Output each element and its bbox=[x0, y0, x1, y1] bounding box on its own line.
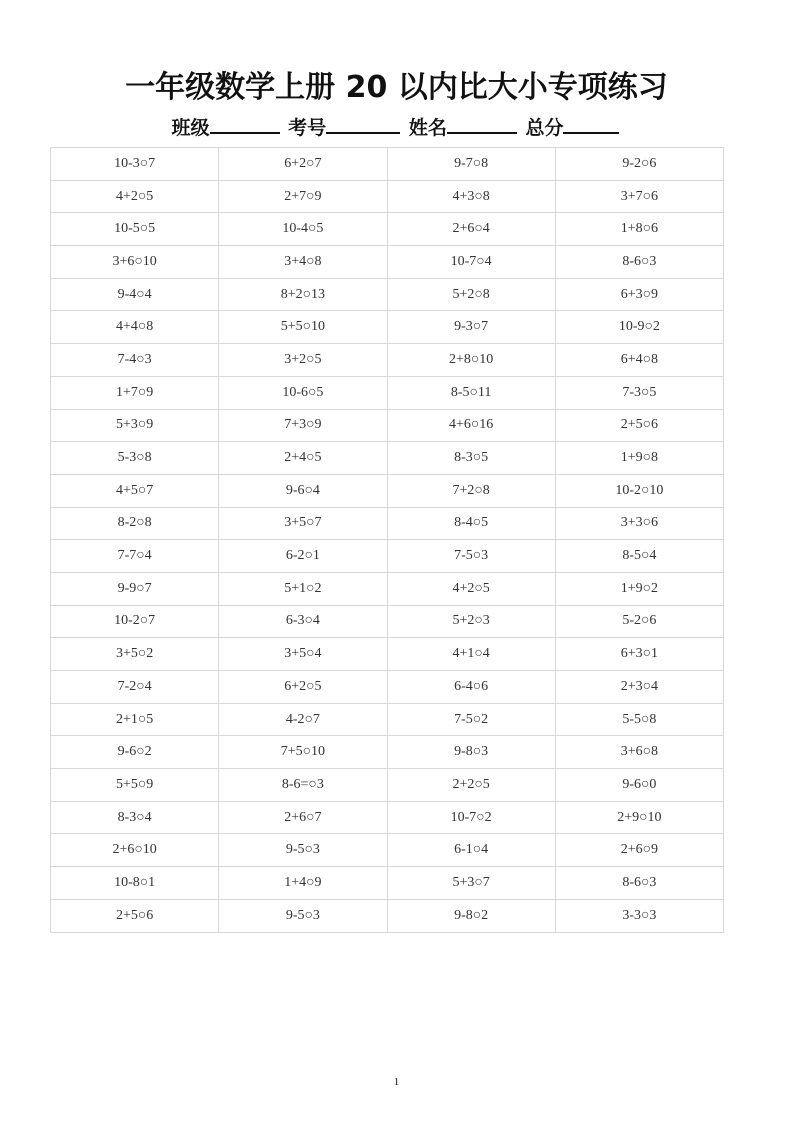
exercise-cell[interactable]: 1+8○6 bbox=[555, 213, 723, 246]
exercise-cell[interactable]: 6+3○1 bbox=[555, 638, 723, 671]
table-row bbox=[51, 638, 724, 671]
class-label: 班级 bbox=[171, 117, 210, 139]
exercise-cell[interactable]: 3+7○6 bbox=[555, 180, 723, 213]
exercise-cell[interactable]: 8-3○4 bbox=[51, 801, 219, 834]
exercise-cell[interactable]: 7-5○3 bbox=[387, 540, 555, 573]
table-row bbox=[51, 572, 724, 605]
exercise-cell[interactable]: 9-8○2 bbox=[387, 899, 555, 932]
exercise-cell[interactable]: 3+5○4 bbox=[219, 638, 387, 671]
table-row bbox=[51, 311, 724, 344]
exercise-cell[interactable]: 8+2○13 bbox=[219, 278, 387, 311]
exercise-cell[interactable]: 5+3○9 bbox=[51, 409, 219, 442]
exercise-cell[interactable]: 4+5○7 bbox=[51, 474, 219, 507]
student-info-line bbox=[0, 113, 793, 140]
exercise-cell[interactable]: 10-2○10 bbox=[555, 474, 723, 507]
exercise-cell[interactable]: 9-7○8 bbox=[387, 148, 555, 181]
exercise-cell[interactable]: 1+9○2 bbox=[555, 572, 723, 605]
exercise-cell[interactable]: 4+6○16 bbox=[387, 409, 555, 442]
exercise-cell[interactable]: 10-6○5 bbox=[219, 376, 387, 409]
table-row bbox=[51, 148, 724, 181]
exercise-cell[interactable]: 7-2○4 bbox=[51, 671, 219, 704]
table-row bbox=[51, 736, 724, 769]
exercise-cell[interactable]: 10-3○7 bbox=[51, 148, 219, 181]
exercise-cell[interactable]: 9-4○4 bbox=[51, 278, 219, 311]
exercise-cell[interactable]: 9-6○0 bbox=[555, 769, 723, 802]
exercise-cell[interactable]: 1+4○9 bbox=[219, 867, 387, 900]
exercise-cell[interactable]: 7+3○9 bbox=[219, 409, 387, 442]
exercise-cell[interactable]: 5+5○10 bbox=[219, 311, 387, 344]
table-row bbox=[51, 376, 724, 409]
exercise-cell[interactable]: 4-2○7 bbox=[219, 703, 387, 736]
exercise-cell[interactable]: 4+3○8 bbox=[387, 180, 555, 213]
table-row bbox=[51, 605, 724, 638]
table-row bbox=[51, 671, 724, 704]
exercise-cell[interactable]: 6+2○7 bbox=[219, 148, 387, 181]
exercise-cell[interactable]: 7-3○5 bbox=[555, 376, 723, 409]
exercise-cell[interactable]: 8-5○11 bbox=[387, 376, 555, 409]
exercise-cell[interactable]: 1+9○8 bbox=[555, 442, 723, 475]
table-row bbox=[51, 180, 724, 213]
exercise-cell[interactable]: 2+5○6 bbox=[555, 409, 723, 442]
exercise-cell[interactable]: 3+6○10 bbox=[51, 246, 219, 279]
score-label: 总分 bbox=[525, 117, 564, 139]
score-blank[interactable] bbox=[563, 114, 619, 134]
exercise-cell[interactable]: 7+2○8 bbox=[387, 474, 555, 507]
exercise-cell[interactable]: 9-6○2 bbox=[51, 736, 219, 769]
exercise-cell[interactable]: 8-4○5 bbox=[387, 507, 555, 540]
exercise-cell[interactable]: 2+6○4 bbox=[387, 213, 555, 246]
exercise-cell[interactable]: 9-5○3 bbox=[219, 834, 387, 867]
exercise-cell[interactable]: 10-8○1 bbox=[51, 867, 219, 900]
exercise-cell[interactable]: 6+4○8 bbox=[555, 344, 723, 377]
exercise-cell[interactable]: 5+1○2 bbox=[219, 572, 387, 605]
exercise-cell[interactable]: 8-2○8 bbox=[51, 507, 219, 540]
exercise-cell[interactable]: 2+3○4 bbox=[555, 671, 723, 704]
exercise-cell[interactable]: 8-3○5 bbox=[387, 442, 555, 475]
table-row bbox=[51, 899, 724, 932]
table-row bbox=[51, 442, 724, 475]
exercise-cell[interactable]: 4+2○5 bbox=[387, 572, 555, 605]
exercise-cell[interactable]: 9-8○3 bbox=[387, 736, 555, 769]
page-number: 1 bbox=[393, 1076, 400, 1088]
table-row bbox=[51, 474, 724, 507]
exercise-cell[interactable]: 3+6○8 bbox=[555, 736, 723, 769]
exercise-cell[interactable]: 8-6○3 bbox=[555, 246, 723, 279]
exercise-cell[interactable]: 7-4○3 bbox=[51, 344, 219, 377]
exercise-cell[interactable]: 3+5○7 bbox=[219, 507, 387, 540]
table-row bbox=[51, 867, 724, 900]
name-label: 姓名 bbox=[408, 117, 447, 139]
table-row bbox=[51, 540, 724, 573]
exercise-cell[interactable]: 10-7○4 bbox=[387, 246, 555, 279]
exercise-cell[interactable]: 10-7○2 bbox=[387, 801, 555, 834]
exercise-cell[interactable]: 6-2○1 bbox=[219, 540, 387, 573]
exercise-cell[interactable]: 5-5○8 bbox=[555, 703, 723, 736]
exercise-cell[interactable]: 1+7○9 bbox=[51, 376, 219, 409]
exercise-cell[interactable]: 7+5○10 bbox=[219, 736, 387, 769]
table-row bbox=[51, 213, 724, 246]
exercise-cell[interactable]: 2+1○5 bbox=[51, 703, 219, 736]
exercise-cell[interactable]: 7-7○4 bbox=[51, 540, 219, 573]
table-row bbox=[51, 703, 724, 736]
exercise-cell[interactable]: 5+5○9 bbox=[51, 769, 219, 802]
exercise-cell[interactable]: 10-9○2 bbox=[555, 311, 723, 344]
exercise-cell[interactable]: 9-5○3 bbox=[219, 899, 387, 932]
exercise-cell[interactable]: 5-2○6 bbox=[555, 605, 723, 638]
exercise-cell[interactable]: 8-5○4 bbox=[555, 540, 723, 573]
exercise-cell[interactable]: 5-3○8 bbox=[51, 442, 219, 475]
exercise-cell[interactable]: 6-1○4 bbox=[387, 834, 555, 867]
table-row bbox=[51, 834, 724, 867]
table-row bbox=[51, 769, 724, 802]
number-label: 考号 bbox=[288, 117, 327, 139]
exercise-cell[interactable]: 9-6○4 bbox=[219, 474, 387, 507]
exercise-cell[interactable]: 2+6○7 bbox=[219, 801, 387, 834]
exercise-cell[interactable]: 2+5○6 bbox=[51, 899, 219, 932]
number-blank[interactable] bbox=[326, 114, 400, 134]
exercise-cell[interactable]: 5+2○8 bbox=[387, 278, 555, 311]
exercise-table bbox=[50, 147, 724, 933]
table-row bbox=[51, 246, 724, 279]
exercise-cell[interactable]: 6+2○5 bbox=[219, 671, 387, 704]
exercise-cell[interactable]: 7-5○2 bbox=[387, 703, 555, 736]
table-row bbox=[51, 409, 724, 442]
exercise-cell[interactable]: 2+7○9 bbox=[219, 180, 387, 213]
exercise-cell[interactable]: 3+5○2 bbox=[51, 638, 219, 671]
exercise-cell[interactable]: 8-6○3 bbox=[555, 867, 723, 900]
exercise-cell[interactable]: 4+2○5 bbox=[51, 180, 219, 213]
exercise-cell[interactable]: 6+3○9 bbox=[555, 278, 723, 311]
exercise-cell[interactable]: 6-4○6 bbox=[387, 671, 555, 704]
exercise-cell[interactable]: 3+3○6 bbox=[555, 507, 723, 540]
table-row bbox=[51, 507, 724, 540]
exercise-cell[interactable]: 4+1○4 bbox=[387, 638, 555, 671]
exercise-cell[interactable]: 3+2○5 bbox=[219, 344, 387, 377]
exercise-cell[interactable]: 2+6○10 bbox=[51, 834, 219, 867]
exercise-cell[interactable]: 3-3○3 bbox=[555, 899, 723, 932]
exercise-cell[interactable]: 4+4○8 bbox=[51, 311, 219, 344]
exercise-cell[interactable]: 2+2○5 bbox=[387, 769, 555, 802]
exercise-cell[interactable]: 9-9○7 bbox=[51, 572, 219, 605]
exercise-cell[interactable]: 10-5○5 bbox=[51, 213, 219, 246]
name-blank[interactable] bbox=[447, 114, 517, 134]
page-title: 一年级数学上册 20 以内比大小专项练习 bbox=[125, 70, 668, 105]
exercise-cell[interactable]: 8-6=○3 bbox=[219, 769, 387, 802]
exercise-cell[interactable]: 2+9○10 bbox=[555, 801, 723, 834]
table-row bbox=[51, 278, 724, 311]
exercise-cell[interactable]: 3+4○8 bbox=[219, 246, 387, 279]
exercise-cell[interactable]: 10-4○5 bbox=[219, 213, 387, 246]
exercise-cell[interactable]: 5+3○7 bbox=[387, 867, 555, 900]
class-blank[interactable] bbox=[210, 114, 280, 134]
table-row bbox=[51, 801, 724, 834]
exercise-cell[interactable]: 9-2○6 bbox=[555, 148, 723, 181]
exercise-cell[interactable]: 9-3○7 bbox=[387, 311, 555, 344]
exercise-cell[interactable]: 10-2○7 bbox=[51, 605, 219, 638]
exercise-cell[interactable]: 2+8○10 bbox=[387, 344, 555, 377]
table-row bbox=[51, 344, 724, 377]
exercise-cell[interactable]: 5+2○3 bbox=[387, 605, 555, 638]
exercise-cell[interactable]: 2+4○5 bbox=[219, 442, 387, 475]
exercise-cell[interactable]: 2+6○9 bbox=[555, 834, 723, 867]
exercise-cell[interactable]: 6-3○4 bbox=[219, 605, 387, 638]
